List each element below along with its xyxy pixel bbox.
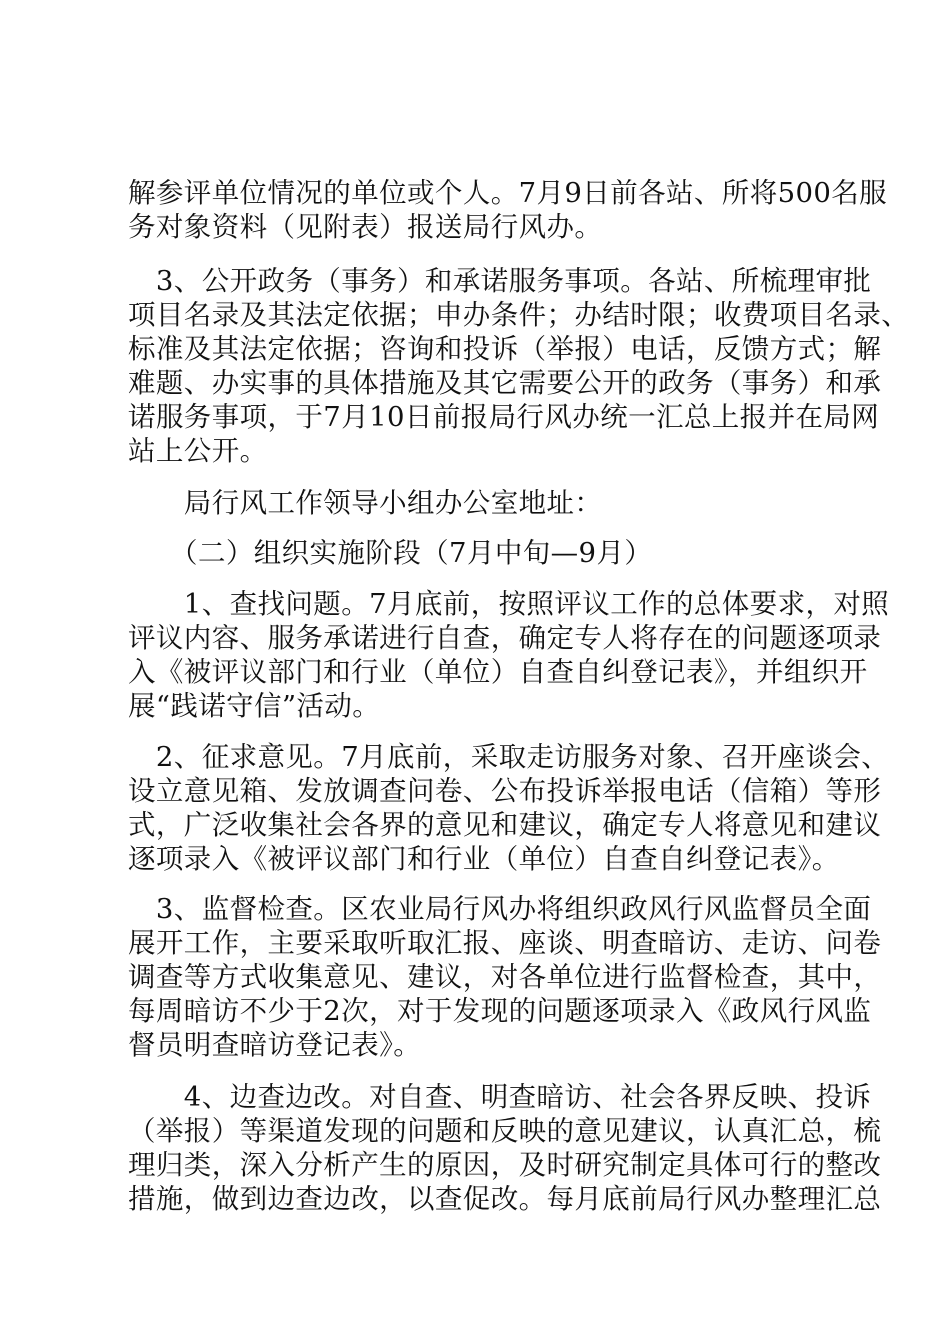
body-line: 展开工作，主要采取听取汇报、座谈、明查暗访、走访、问卷 [128, 927, 882, 959]
body-line: 2、征求意见。7月底前，采取走访服务对象、召开座谈会、 [128, 741, 890, 773]
body-line: 站上公开。 [128, 435, 268, 467]
body-line: 解参评单位情况的单位或个人。7月9日前各站、所将500名服 [128, 177, 888, 209]
body-line: 项目名录及其法定依据；申办条件；办结时限；收费项目名录、 [128, 299, 910, 331]
body-line: 展“践诺守信”活动。 [128, 690, 381, 722]
body-line: 务对象资料（见附表）报送局行风办。 [128, 211, 603, 243]
body-line: 评议内容、服务承诺进行自查，确定专人将存在的问题逐项录 [128, 622, 882, 654]
body-line: 3、监督检查。区农业局行风办将组织政风行风监督员全面 [128, 893, 872, 925]
body-line: 理归类，深入分析产生的原因，及时研究制定具体可行的整改 [128, 1149, 882, 1181]
body-line: 4、边查边改。对自查、明查暗访、社会各界反映、投诉 [128, 1081, 872, 1113]
body-line: 标准及其法定依据；咨询和投诉（举报）电话，反馈方式；解 [128, 333, 882, 365]
body-line: 局行风工作领导小组办公室地址： [128, 487, 603, 519]
body-line: （举报）等渠道发现的问题和反映的意见建议，认真汇总，梳 [128, 1115, 882, 1147]
body-line: 每周暗访不少于2次，对于发现的问题逐项录入《政风行风监 [128, 995, 872, 1027]
body-line: 逐项录入《被评议部门和行业（单位）自查自纠登记表》。 [128, 843, 840, 875]
body-line: 督员明查暗访登记表》。 [128, 1029, 422, 1061]
body-line: 3、公开政务（事务）和承诺服务事项。各站、所梳理审批 [128, 265, 872, 297]
body-line: 1、查找问题。7月底前，按照评议工作的总体要求，对照 [128, 588, 890, 620]
body-line: （二）组织实施阶段（7月中旬—9月） [128, 537, 653, 569]
body-line: 式，广泛收集社会各界的意见和建议，确定专人将意见和建议 [128, 809, 882, 841]
body-line: 诺服务事项，于7月10日前报局行风办统一汇总上报并在局网 [128, 401, 880, 433]
body-line: 措施，做到边查边改，以查促改。每月底前局行风办整理汇总 [128, 1183, 882, 1215]
body-line: 调查等方式收集意见、建议，对各单位进行监督检查，其中， [128, 961, 882, 993]
body-line: 难题、办实事的具体措施及其它需要公开的政务（事务）和承 [128, 367, 882, 399]
body-line: 设立意见箱、发放调查问卷、公布投诉举报电话（信箱）等形 [128, 775, 882, 807]
body-line: 入《被评议部门和行业（单位）自查自纠登记表》，并组织开 [128, 656, 868, 688]
